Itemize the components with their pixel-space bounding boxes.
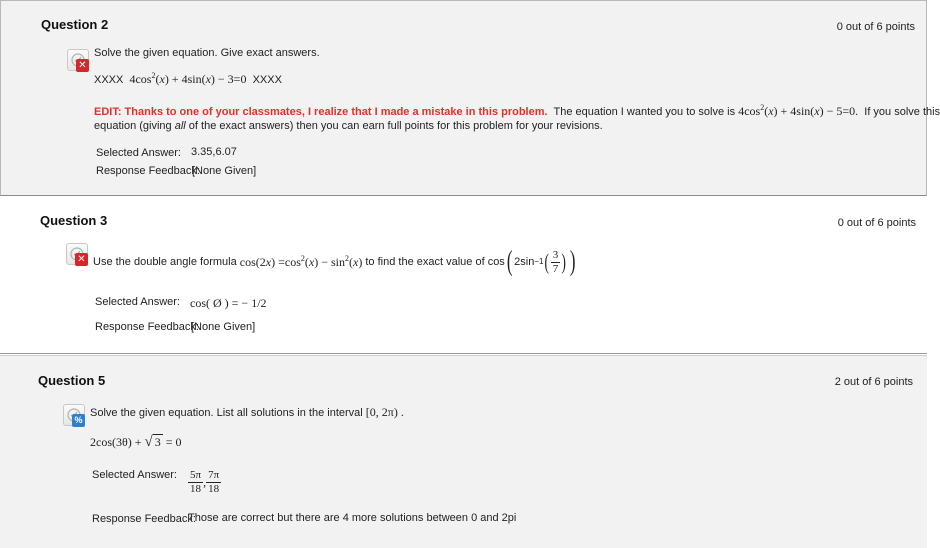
selected-answer-label: Selected Answer: bbox=[95, 296, 180, 308]
question-prompt: Solve the given equation. Give exact answers. bbox=[94, 47, 320, 59]
question-2-panel bbox=[0, 0, 940, 196]
question-points: 0 out of 6 points bbox=[837, 217, 916, 229]
selected-answer-label: Selected Answer: bbox=[92, 469, 177, 481]
question-3-panel bbox=[0, 197, 927, 354]
question-title: Question 5 bbox=[38, 373, 106, 388]
response-feedback-label: Response Feedback: bbox=[95, 321, 199, 333]
response-feedback-value: Those are correct but there are 4 more solutions between 0 and 2pi bbox=[188, 512, 517, 524]
selected-answer-value: cos( Ø ) = − 1/2 bbox=[190, 296, 267, 310]
incorrect-x-icon: ✕ bbox=[67, 49, 91, 75]
question-equation: 2cos(3θ) + √ 3 = 0 bbox=[90, 434, 182, 450]
selected-answer-label: Selected Answer: bbox=[96, 147, 181, 159]
question-prompt: Solve the given equation. List all solutions in the interval [0, 2π) . bbox=[90, 405, 404, 419]
edit-note-line-2: equation (giving all of the exact answers) then you can earn full points for this problem for your revisions. bbox=[94, 120, 603, 132]
question-prompt: Use the double angle formula $\cos(2x) =\cos^2(x) - \sin^2(x)$ to find the exact value of cos ( 2sin −1 ( $\frac{3}{7}$ ) ) bbox=[93, 246, 576, 277]
edit-note-line-1: EDIT: Thanks to one of your classmates, I realize that I made a mistake in this problem. The equation I wanted you to solve is $4\cos^2(x) + 4\sin(x) - 5=0$. If you solve this bbox=[94, 103, 940, 118]
question-5-panel bbox=[0, 355, 927, 548]
response-feedback-value: [None Given] bbox=[191, 321, 256, 333]
selected-answer-value: $\frac{5\pi}{18}$ , $\frac{7\pi}{18}$ bbox=[190, 469, 220, 495]
question-equation: XXXX $4\cos^2(x) + 4\sin(x) - 3=0$ XXXX bbox=[94, 71, 282, 86]
selected-answer-value: 3.35,6.07 bbox=[191, 146, 237, 158]
question-title: Question 3 bbox=[40, 213, 108, 228]
response-feedback-value: [None Given] bbox=[192, 165, 257, 177]
question-points: 2 out of 6 points bbox=[834, 376, 913, 388]
response-feedback-label: Response Feedback: bbox=[92, 513, 196, 525]
question-title: Question 2 bbox=[41, 17, 109, 32]
response-feedback-label: Response Feedback: bbox=[96, 165, 200, 177]
incorrect-x-icon: ✕ bbox=[66, 243, 90, 269]
partial-credit-icon: % bbox=[63, 404, 87, 430]
question-points: 0 out of 6 points bbox=[836, 21, 915, 33]
